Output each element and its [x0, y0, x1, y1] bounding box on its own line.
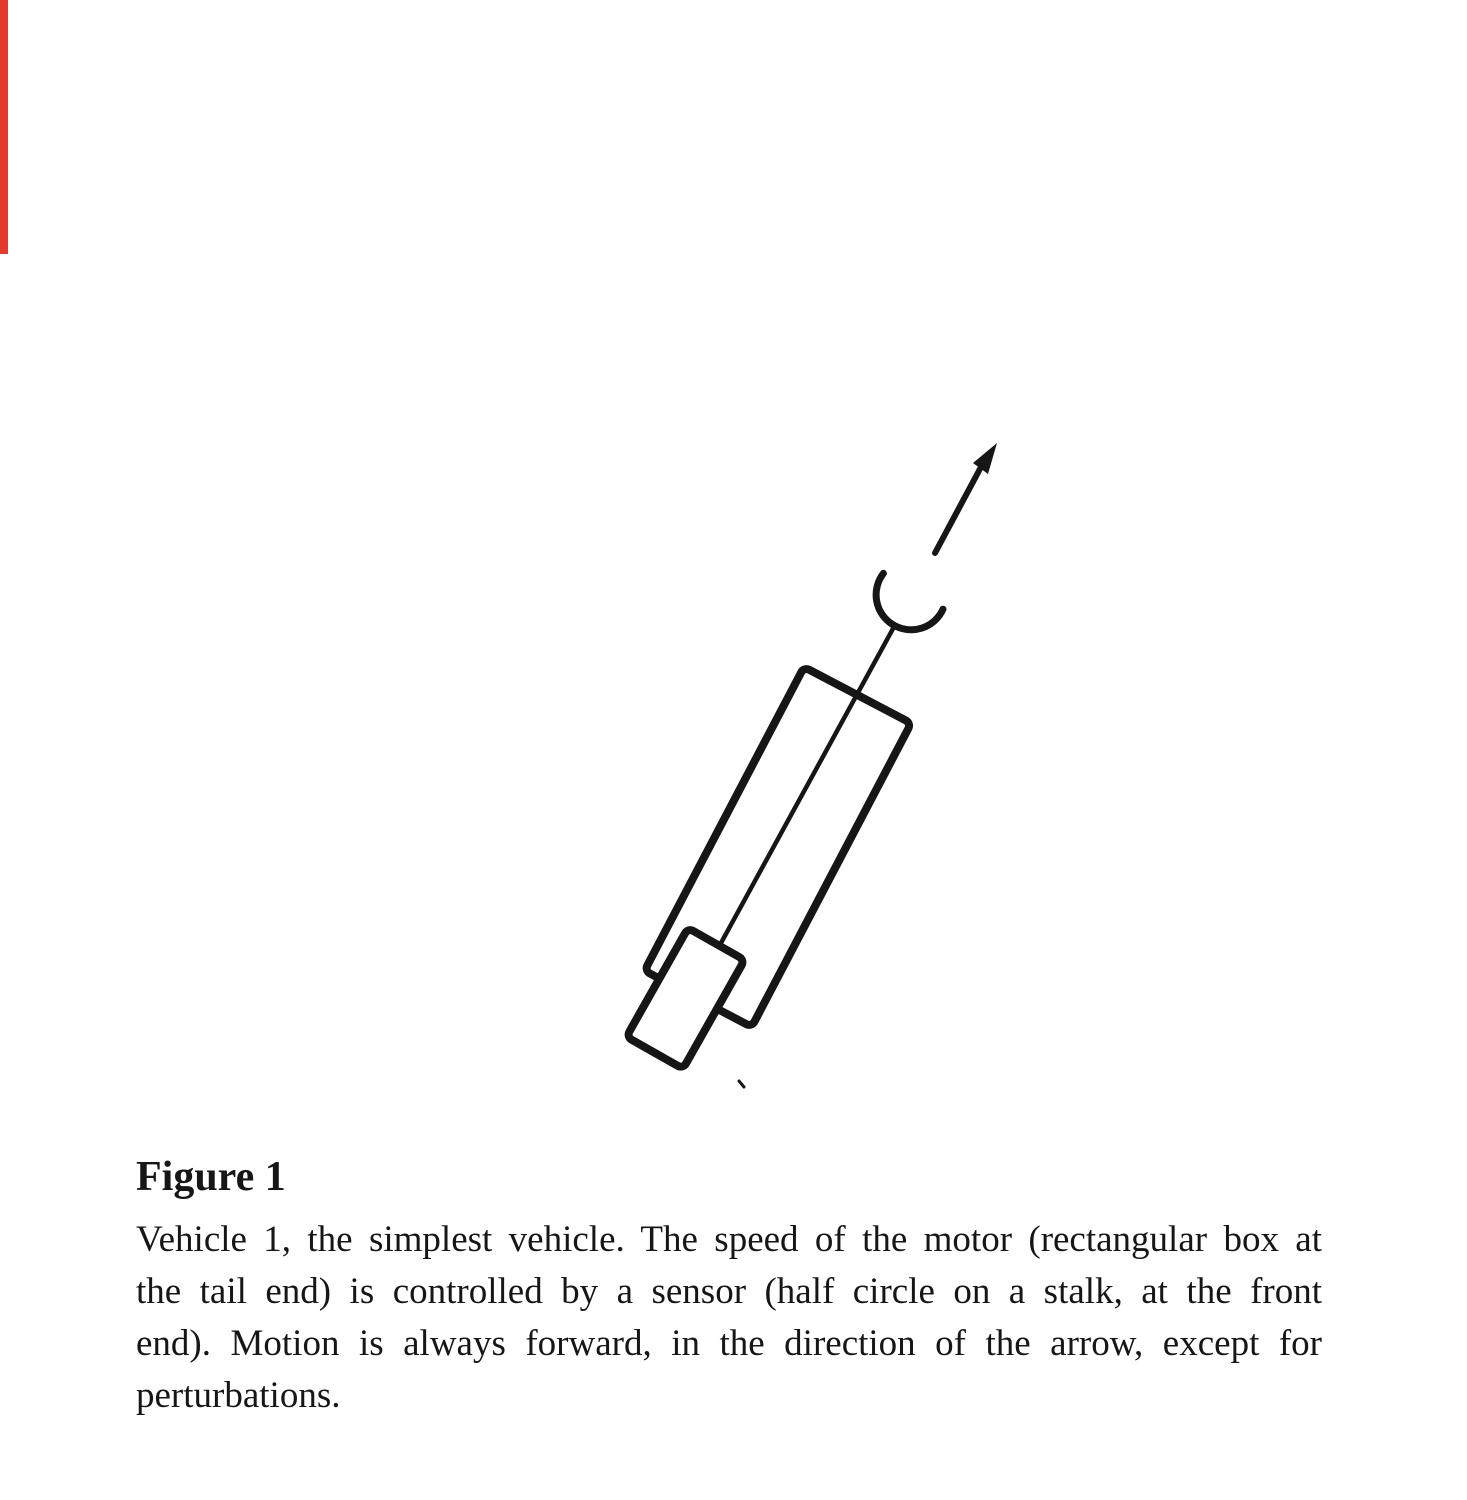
stray-ink-mark — [739, 1081, 744, 1087]
figure-caption-heading: Figure 1 — [136, 1154, 286, 1200]
figure-caption — [136, 1154, 1322, 1422]
caption-line-3: end). Motion is always forward, in the direction of the arrow, except for — [136, 1323, 1322, 1364]
direction-arrow-shaft — [935, 467, 981, 553]
motor-box — [626, 928, 744, 1069]
caption-line-4: perturbations. — [136, 1375, 341, 1416]
caption-line-1: Vehicle 1, the simplest vehicle. The speed of the motor (rectangular box at — [136, 1219, 1322, 1260]
caption-line-2: the tail end) is controlled by a sensor (half circle on a stalk, at the front — [136, 1271, 1322, 1312]
sensor-half-circle — [876, 573, 943, 629]
